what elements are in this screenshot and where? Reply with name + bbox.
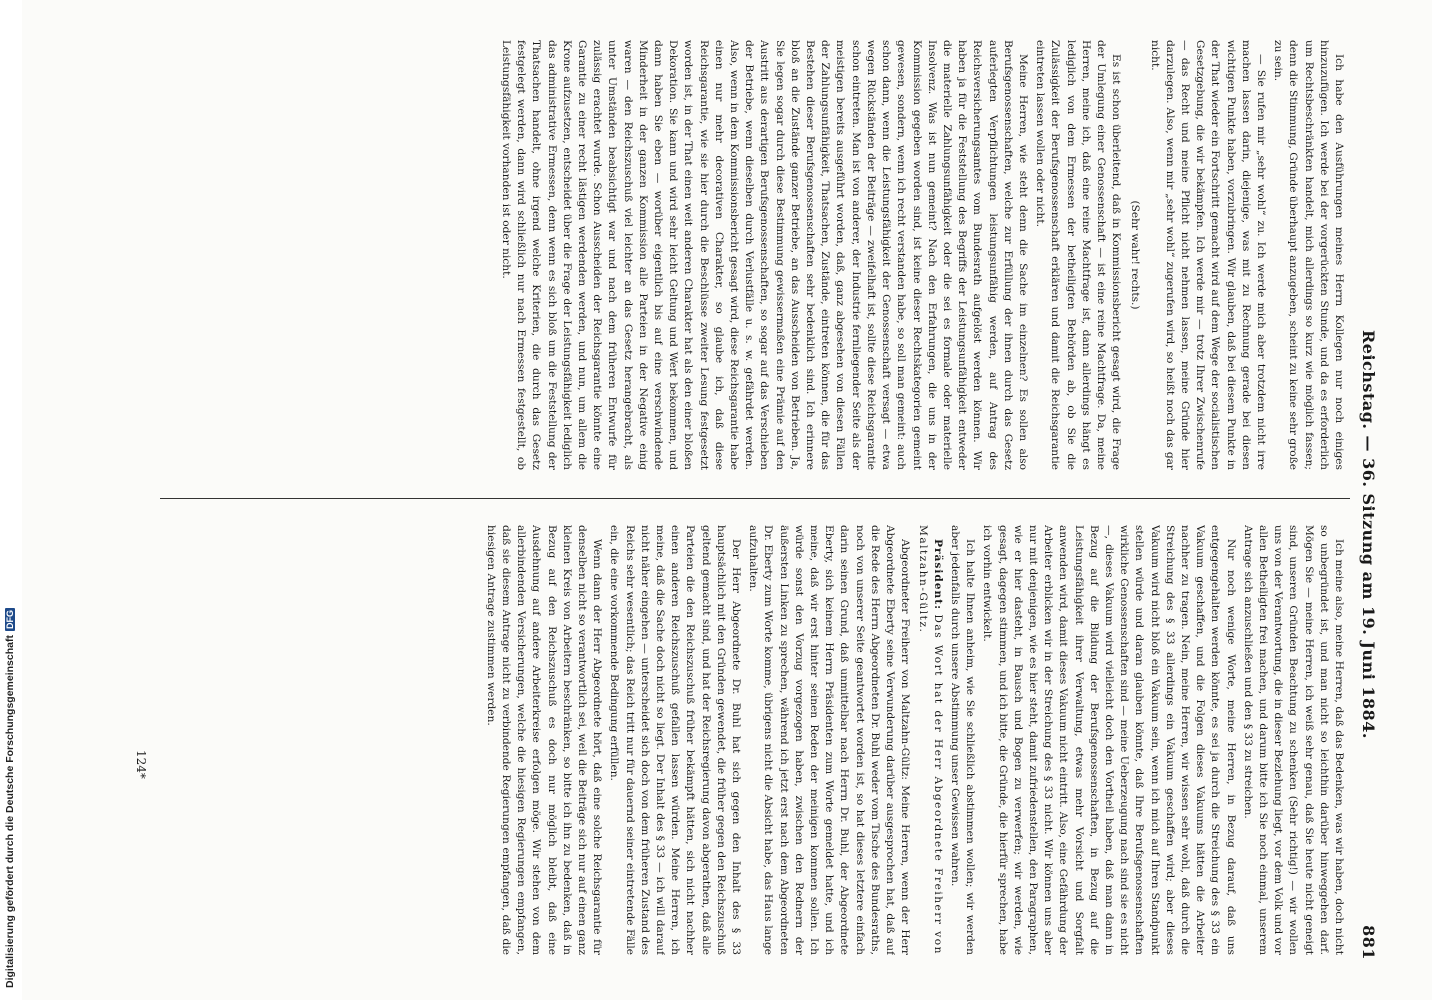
left-column — [166, 40, 1346, 470]
president-label: Präsident: — [931, 539, 944, 611]
page-header — [1354, 30, 1380, 980]
right-column — [166, 525, 1346, 955]
paragraph: Nur noch wenige Worte, meine Herren, in Bezug darauf, daß uns entgegengehalten werden könnte, es sei ja durch die Streichung des § 33 ein Vakuum geschaffen, und die Folgen dieses Vakuums hätten die Arbeiter nachher zu tragen. Nein, meine Herren, wir wissen sehr wohl, daß durch die Streichung des § 33 allerdings ein Vakuum geschaffen wird; aber dieses Vakuum wird nicht bloß ein Vakuum sein, wenn ich mich auf Ihren Standpunkt stellen würde und daran glauben könnte, daß Ihre Berufsgenossenschaften wirkliche Genossenschaften sind — meine Ueberzeugung nach sind sie es nicht —, dieses Vakuum wird vielleicht doch den Vortheil haben, daß man dann in Bezug auf die Bildung der Berufsgenossenschaften, in Bezug auf die Leistungsfähigkeit ihrer Verwaltung, etwas mehr Vorsicht und Sorgfalt anwenden wird, damit dieses Vakuum nicht eintritt. Also, eine Gefährdung der Arbeiter erblicken wir in der Streichung des § 33 nicht. Wir können uns aber nur mit denjenigen, wie es hier steht, damit zufriedenstellen, den Paragraphen, wie er hier dasteht, in Bausch und Bogen zu verwerfen; wir werden, wie gesagt, dagegen stimmen, und ich bitte, die Gründe, die hierfür sprechen, habe ich vorhin entwickelt. — [981, 525, 1237, 955]
digitization-credit — [4, 608, 16, 988]
rotated-text-block — [80, 30, 1380, 980]
paragraph: Ich habe den Ausführungen meines Herrn Kollegen nur noch einiges hinzuzufügen. Ich werde bei der vorgerückten Stunde, und da es erforderlich um Rechtsbeschränkten handelt, mich allerdings so kurz wie möglich fassen; denn die Stimmung, Gründe überhaupt anzugeben, scheint zu keine sehr große zu sein. — [1272, 40, 1345, 470]
paragraph: Der Herr Abgeordnete Dr. Buhl hat sich gegen den Inhalt des § 33 hauptsächlich mit den Gründen gewendet, die früher gegen den Reichszuschuß geltend gemacht sind, und hat der Reichsregierung davon abgerathen, daß alle Parteien die den Reichszuschuß früher bekämpft hätten, sich nicht nachher einen anderen Reichszuschuß gefallen lassen würden. Meine Herren, ich meine, daß die Sache doch nicht so liegt. Der Inhalt des § 33 — ich will darauf nicht näher eingehen — unterscheidet sich doch von dem früheren Zustand des Reichs sehr wesentlich; das Reich tritt nur für dauernd seiner eintretende Fälle ein, die eine vorkommende Bedingung erfüllen. — [608, 525, 743, 955]
digitization-sidebar — [0, 0, 22, 1000]
president-text: Das Wort hat der Herr Abgeordnete Freiherr von Maltzahn-Gültz. — [916, 525, 944, 955]
paragraph: Ich meine also, meine Herren, daß das Bedenken, was wir haben, doch nicht so unbegründet ist, und man nicht so leichthin darüber hinweggehen darf. Mögen Sie — meine Herren, ich weiß sehr genau, daß Sie heute nicht geneigt sind, unseren Gründen Beachtung zu schenken (Sehr richtig!) — wir wollen uns von der Verantwortung, die in dieser Beziehung liegt, vor dem Volk und vor allen Betheiligten frei machen, und darum bitte ich Sie noch einmal, unserem Antrage sich anzuschließen und den § 33 zu streichen. — [1241, 525, 1345, 955]
paragraph: Abgeordneter Freiherr von Maltzahn-Gültz: Meine Herren, wenn der Herr Abgeordnete Eberty seine Verwunderung darüber ausgesprochen hat, daß auf die Rede des Herrn Abgeordneten Dr. Buhl weder vom Tische des Bundesraths, noch von unserer Seite geantwortet worden ist, so hat dieses letztere einfach darin seinen Grund, daß unmittelbar nach Herrn Dr. Buhl, der Abgeordnete Eberty, sich keinem Herrn Präsidenten zum Worte gemeldet hatte, und ich meine, daß wir erst hinter seinen Reden der meinigen kommen sollen. Ich würde sonst den Vorzug vorgezogen haben, zwischen den Rednern der äußersten Linken zu sprechen, während ich jetzt erst nach dem Abgeordneten Dr. Eberty zum Worte komme, übrigens nicht die Absicht habe, das Haus lange aufzuhalten. — [747, 525, 912, 955]
digitization-credit-text: Digitalisierung gefördert durch die Deutsche Forschungsgemeinschaft — [4, 635, 16, 988]
signature-mark: 124* — [134, 750, 148, 779]
president-statement — [914, 525, 944, 955]
page-title: Reichstag. — 36. Sitzung am 19. Juni 1884. — [1359, 330, 1378, 739]
interjection: (Sehr wahr! rechts.) — [1129, 200, 1142, 310]
column-divider — [160, 498, 1350, 499]
paragraph: — Sie rufen mir „sehr wohl“ zu. Ich werde mich aber trotzdem nicht irre machen lassen darin, diejenige, was mit zu Rechnung gerade bei diesen wichtigen Punkte haben, vorzubringen. Wir glauben, daß bei diesem Punkte in der That wieder ein Fortschritt gemacht wird auf dem Wege der socialistischen Gesetzgebung, die wir bekämpfen. Ich werde mir — trotz Ihrer Zwischenrufe — das Recht und meine Pflicht nicht nehmen lassen, meine Gründe hier darzulegen. Also, wenn mir „sehr wohl“ zugerufen wird, so heißt noch das gar nicht. — [1148, 40, 1267, 470]
dfg-logo-icon: DFG — [5, 610, 15, 630]
paragraph: Meine Herren, wie steht denn die Sache im einzelnen? Es sollen also Berufsgenossenschaften, welche zur Erfüllung der ihnen durch das Gesetz auferlegten Verpflichtungen leistungsunfähig werden, auf Antrag des Reichsversicherungsamtes vom Bundesrath aufgelöst werden können. Wir haben ja für die Feststellung des Begriffs der Leistungsunfähigkeit entweder die materielle Zahlungsunfähigkeit oder die sei es formale oder materielle Insolvenz. Was ist nun gemeint? Nach den Erfahrungen, die uns in der Kommission gegeben worden sind, ist keine dieser Rechtskategorien gemeint gewesen, sondern, wenn ich recht verstanden habe, so soll man gemeint: auch schon dann, wenn die Leistungsfähigkeit der Genossenschaft versagt — etwa wegen Rückständen der Beiträge — zweifelhaft ist, sollte diese Reichsgarantie schon eintreten. Man ist von anderer, der Industrie fernliegender Seite als der meistigen bereits ausgeführt worden, daß, ganz abgesehen von diesen Fällen der Zahlungsunfähigkeit, Thatsachen, Zustände, eintreten können, die für das Bestehen dieser Berufsgenossenschaften sehr bedenklich sind. Ich erinnere bloß an die Zustände ganzer Betriebe, an das Ausscheiden von Betrieben. Ja, Sie legen sogar durch diese Bestimmung gewissermaßen eine Prämie auf den Austritt aus derartigen Berufsgenossenschaften, so sogar auf das Verschieben der Betriebe, wenn dieselben durch Verlustfälle u. s. w. gefährdet werden. Also, wenn in dem Kommissionsbericht gesagt wird, diese Reichsgarantie habe einen nur mehr decorativen Charakter, so glaube ich, daß diese Reichsgarantie, wie sie hier durch die Beschlüsse zweiter Lesung festgesetzt worden ist, in der That einen weit anderen Charakter hat als den einer bloßen Dekoration. Sie kann und wird sehr leicht Geltung und Wert bekommen, und dann haben Sie eben — worüber eigentlich bis auf eine verschwindende Minderheit in der ganzen Kommission alle Parteien in der Negative einig waren — den Reichszuschuß viel leichter an das Gesetz herangebracht, als unter Umständen beabsichtigt war und nach dem früheren Entwurfe für zulässig erachtet wurde. Schon Ausscheiden der Reichsgarantie könnte eine Garantie zu einer recht lästigen werdenden werden, und nun, um allem die Krone aufzusetzen, entscheidet über die Frage der Leistungsfähigkeit lediglich das administrative Ermessen, denn wenn es sich bloß um die Feststellung der Thatsachen handelt, ohne irgend welche Kriterien, die durch das Gesetz festgelegt werden, dann wird schließlich nur nach Ermessen festgestellt, ob Leistungsfähigkeit vorhanden ist oder nicht. — [500, 40, 1029, 470]
paragraph: Ich halte Ihnen anheim, wie Sie schließlich abstimmen wollen; wir werden aber jedenfalls durch unsere Abstimmung unser Gewissen wahren. — [948, 525, 977, 955]
page-number: 881 — [1359, 925, 1378, 960]
paragraph: Es ist schon überleitend, daß in Kommissionsbericht gesagt wird, die Frage der Umlegung einer Genossenschaft — ist eine reine Machtfrage. Da, meine Herren, meine ich, daß eine reine Machtfrage ist, dann allerdings hängt es lediglich von dem Ermessen der betheiligten Behörden ab, ob Sie die Zulässigkeit der Berufsgenossenschaft erklären und damit die Reichsgarantie eintreten lassen wollen oder nicht. — [1034, 40, 1123, 470]
paragraph: Wenn dann der Herr Abgeordnete hört, daß eine solche Reichsgarantie für denselben nicht so verantwortlich sei, weil die Beiträge sich nur auf einen ganz kleinen Kreis von Arbeitern beschränken, so bitte ich ihn zu bedenken, daß in Bezug auf den Reichszuschuß es doch nur möglich bleibt, daß eine Ausdehnung auf andere Arbeiterkreise erfolgen möge. Wir stehen von dem allerbindenden Versicherungen, welche die hiesigen Regierungen empfangen, daß sie diesem Antrage nicht zu verbindende Regierungen empfangen, daß die hiesigen Antrage zustimmen werden. — [484, 525, 604, 955]
